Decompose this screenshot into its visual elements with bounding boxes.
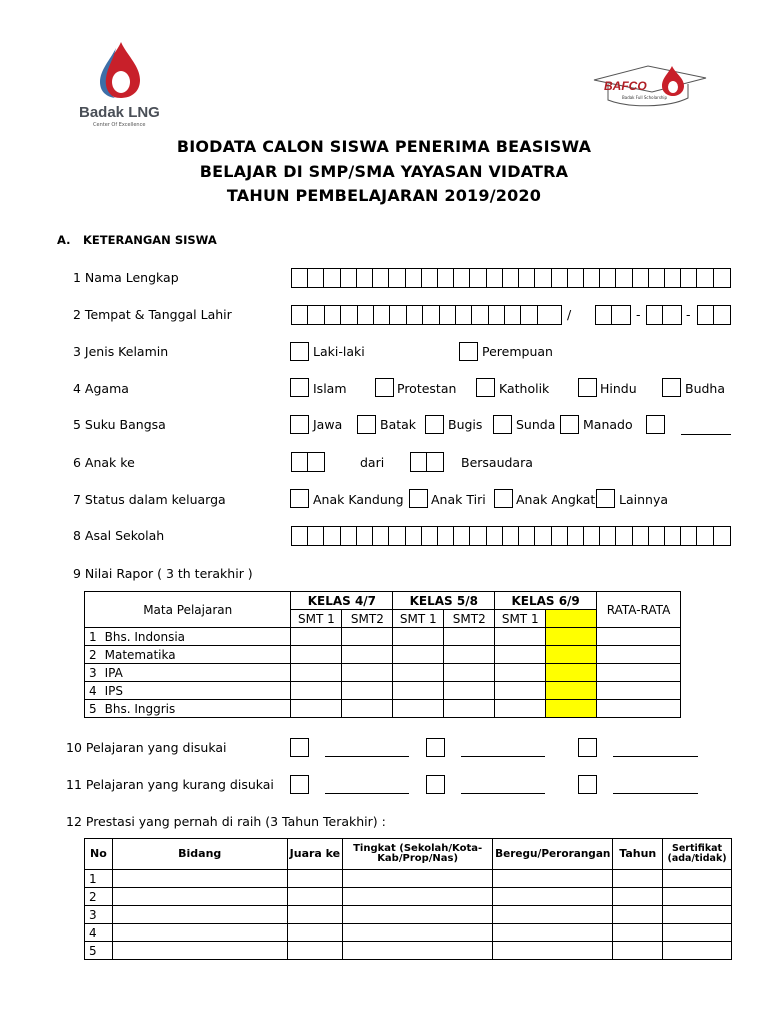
header-level: Tingkat (Sekolah/Kota-Kab/Prop/Nas) <box>343 839 493 870</box>
grade-cell[interactable] <box>342 700 393 718</box>
header-semester: SMT 1 <box>291 610 342 628</box>
achievement-cell[interactable] <box>663 870 732 888</box>
grade-cell[interactable] <box>495 628 546 646</box>
grade-cell[interactable] <box>495 664 546 682</box>
achievement-cell[interactable] <box>613 870 663 888</box>
checkbox-bugis[interactable] <box>425 415 444 434</box>
table-row <box>85 924 732 942</box>
checkbox-ethnic-other[interactable] <box>646 415 665 434</box>
grade-cell[interactable] <box>444 700 495 718</box>
flame-drop-icon <box>96 40 146 100</box>
label-protestan: Protestan <box>397 381 457 396</box>
field-label-gender: 3 Jenis Kelamin <box>73 344 169 359</box>
checkbox-budha[interactable] <box>662 378 681 397</box>
grade-cell[interactable] <box>495 682 546 700</box>
row-number: 2 <box>85 888 113 906</box>
grade-cell[interactable] <box>342 664 393 682</box>
grade-cell[interactable] <box>546 646 597 664</box>
checkbox-islam[interactable] <box>290 378 309 397</box>
label-dari: dari <box>360 455 385 470</box>
table-row <box>85 646 681 664</box>
average-cell[interactable] <box>597 700 681 718</box>
header-class-1: KELAS 4/7 <box>291 592 393 610</box>
logo-tagline: Center Of Excellence <box>93 122 146 128</box>
birth-day-grid[interactable] <box>595 305 631 325</box>
grade-cell[interactable] <box>444 682 495 700</box>
achievement-cell[interactable] <box>613 888 663 906</box>
field-label-ethnic: 5 Suku Bangsa <box>73 417 166 432</box>
achievement-cell[interactable] <box>343 870 493 888</box>
grade-cell[interactable] <box>342 682 393 700</box>
achievement-cell[interactable] <box>112 888 287 906</box>
achievement-cell[interactable] <box>493 924 613 942</box>
header-subject: Mata Pelajaran <box>85 592 291 628</box>
checkbox-favorite-1[interactable] <box>290 738 309 757</box>
field-label-family-status: 7 Status dalam keluarga <box>73 492 226 507</box>
label-bugis: Bugis <box>448 417 483 432</box>
header-no: No <box>85 839 113 870</box>
header-semester-highlight <box>546 610 597 628</box>
title-line-2: BELAJAR DI SMP/SMA YAYASAN VIDATRA <box>199 162 569 181</box>
table-row <box>85 664 681 682</box>
grade-cell[interactable] <box>342 628 393 646</box>
grade-cell[interactable] <box>291 700 342 718</box>
achievement-cell[interactable] <box>613 924 663 942</box>
checkbox-jawa[interactable] <box>290 415 309 434</box>
achievement-cell[interactable] <box>287 924 343 942</box>
grade-cell[interactable] <box>444 664 495 682</box>
grade-cell[interactable] <box>495 646 546 664</box>
field-label-favorite-subjects: 10 Pelajaran yang disukai <box>66 740 227 755</box>
average-cell[interactable] <box>597 628 681 646</box>
achievement-cell[interactable] <box>663 888 732 906</box>
bafco-text: BAFCO <box>604 79 647 93</box>
label-islam: Islam <box>313 381 347 396</box>
table-row <box>85 682 681 700</box>
grade-cell[interactable] <box>495 700 546 718</box>
header-team: Beregu/Perorangan <box>493 839 613 870</box>
checkbox-disliked-2[interactable] <box>426 775 445 794</box>
achievement-cell[interactable] <box>112 942 287 960</box>
grade-cell[interactable] <box>291 664 342 682</box>
checkbox-disliked-1[interactable] <box>290 775 309 794</box>
grades-table <box>84 591 681 718</box>
table-row <box>85 870 732 888</box>
checkbox-anak-tiri[interactable] <box>409 489 428 508</box>
row-number: 1 <box>85 870 113 888</box>
header-class-3: KELAS 6/9 <box>495 592 597 610</box>
school-input-grid[interactable] <box>291 526 731 546</box>
table-row <box>85 906 732 924</box>
label-male: Laki-laki <box>313 344 365 359</box>
achievement-cell[interactable] <box>343 924 493 942</box>
header-year: Tahun <box>613 839 663 870</box>
date-dash-2: - <box>686 307 691 322</box>
checkbox-hindu[interactable] <box>578 378 597 397</box>
achievement-cell[interactable] <box>663 906 732 924</box>
header-semester: SMT 1 <box>393 610 444 628</box>
table-row <box>85 628 681 646</box>
section-a-label: KETERANGAN SISWA <box>83 233 217 247</box>
name-input-grid[interactable] <box>291 268 731 288</box>
field-label-name: 1 Nama Lengkap <box>73 270 179 285</box>
header-semester: SMT 1 <box>495 610 546 628</box>
siblings-count-grid[interactable] <box>410 452 444 472</box>
grade-cell[interactable] <box>291 628 342 646</box>
checkbox-disliked-3[interactable] <box>578 775 597 794</box>
label-budha: Budha <box>685 381 726 396</box>
achievement-cell[interactable] <box>112 924 287 942</box>
label-anak-tiri: Anak Tiri <box>431 492 486 507</box>
label-lainnya: Lainnya <box>619 492 668 507</box>
label-batak: Batak <box>380 417 417 432</box>
achievement-cell[interactable] <box>287 906 343 924</box>
grade-cell[interactable] <box>393 700 444 718</box>
grade-cell[interactable] <box>291 646 342 664</box>
achievement-cell[interactable] <box>287 870 343 888</box>
field-label-birth: 2 Tempat & Tanggal Lahir <box>73 307 232 322</box>
field-label-disliked-subjects: 11 Pelajaran yang kurang disukai <box>66 777 274 792</box>
checkbox-anak-kandung[interactable] <box>290 489 309 508</box>
checkbox-lainnya[interactable] <box>596 489 615 508</box>
achievement-cell[interactable] <box>493 870 613 888</box>
field-label-religion: 4 Agama <box>73 381 129 396</box>
ethnic-other-line[interactable] <box>681 434 731 435</box>
achievement-cell[interactable] <box>663 924 732 942</box>
checkbox-sunda[interactable] <box>493 415 512 434</box>
favorite-line-1[interactable] <box>325 756 409 757</box>
grade-cell[interactable] <box>546 628 597 646</box>
grade-cell[interactable] <box>546 664 597 682</box>
label-katholik: Katholik <box>499 381 550 396</box>
row-number: 4 <box>85 682 101 700</box>
checkbox-protestan[interactable] <box>375 378 394 397</box>
label-anak-kandung: Anak Kandung <box>313 492 404 507</box>
child-order-grid[interactable] <box>291 452 325 472</box>
label-bersaudara: Bersaudara <box>461 455 533 470</box>
row-subject: Bhs. Inggris <box>101 700 291 718</box>
checkbox-katholik[interactable] <box>476 378 495 397</box>
row-number: 2 <box>85 646 101 664</box>
title-line-3: TAHUN PEMBELAJARAN 2019/2020 <box>226 186 542 205</box>
row-subject: Bhs. Indonsia <box>101 628 291 646</box>
achievement-cell[interactable] <box>287 888 343 906</box>
bafco-logo <box>588 60 708 110</box>
table-row <box>85 700 681 718</box>
checkbox-favorite-3[interactable] <box>578 738 597 757</box>
grade-cell[interactable] <box>342 646 393 664</box>
grade-cell[interactable] <box>393 628 444 646</box>
average-cell[interactable] <box>597 664 681 682</box>
date-slash: / <box>567 307 572 322</box>
row-number: 5 <box>85 942 113 960</box>
checkbox-male[interactable] <box>290 342 309 361</box>
average-cell[interactable] <box>597 646 681 664</box>
table-row <box>85 942 732 960</box>
header-field: Bidang <box>112 839 287 870</box>
achievement-cell[interactable] <box>343 906 493 924</box>
row-subject: IPS <box>101 682 291 700</box>
row-subject: IPA <box>101 664 291 682</box>
achievements-table <box>84 838 732 960</box>
row-subject: Matematika <box>101 646 291 664</box>
checkbox-female[interactable] <box>459 342 478 361</box>
row-number: 4 <box>85 924 113 942</box>
grade-cell[interactable] <box>291 682 342 700</box>
table-row <box>85 888 732 906</box>
achievement-cell[interactable] <box>493 942 613 960</box>
label-manado: Manado <box>583 417 633 432</box>
grade-cell[interactable] <box>546 682 597 700</box>
achievement-cell[interactable] <box>112 906 287 924</box>
header-average: RATA-RATA <box>597 592 681 628</box>
checkbox-batak[interactable] <box>357 415 376 434</box>
row-number: 1 <box>85 628 101 646</box>
grade-cell[interactable] <box>393 682 444 700</box>
disliked-line-2[interactable] <box>461 793 545 794</box>
badak-lng-logo <box>76 40 166 130</box>
checkbox-manado[interactable] <box>560 415 579 434</box>
favorite-line-2[interactable] <box>461 756 545 757</box>
label-jawa: Jawa <box>313 417 343 432</box>
achievement-cell[interactable] <box>343 942 493 960</box>
label-hindu: Hindu <box>600 381 637 396</box>
row-number: 3 <box>85 664 101 682</box>
achievement-cell[interactable] <box>343 888 493 906</box>
row-number: 3 <box>85 906 113 924</box>
grade-cell[interactable] <box>444 646 495 664</box>
achievement-cell[interactable] <box>663 942 732 960</box>
field-label-achievements: 12 Prestasi yang pernah di raih (3 Tahun Terakhir) : <box>66 814 386 829</box>
field-label-grades: 9 Nilai Rapor ( 3 th terakhir ) <box>73 566 253 581</box>
bafco-tagline: Badak Full Scholarship <box>622 95 668 100</box>
achievement-cell[interactable] <box>613 906 663 924</box>
checkbox-anak-angkat[interactable] <box>494 489 513 508</box>
header-class-2: KELAS 5/8 <box>393 592 495 610</box>
label-sunda: Sunda <box>516 417 556 432</box>
achievement-cell[interactable] <box>112 870 287 888</box>
grade-cell[interactable] <box>393 664 444 682</box>
achievement-cell[interactable] <box>493 906 613 924</box>
achievement-cell[interactable] <box>287 942 343 960</box>
logo-brand-text: Badak LNG <box>79 104 160 121</box>
birthplace-input-grid[interactable] <box>291 305 562 325</box>
grade-cell[interactable] <box>393 646 444 664</box>
header-semester: SMT2 <box>444 610 495 628</box>
date-dash-1: - <box>636 307 641 322</box>
header-certificate: Sertifikat (ada/tidak) <box>663 839 732 870</box>
disliked-line-3[interactable] <box>613 793 698 794</box>
section-a-heading <box>57 233 217 247</box>
grade-cell[interactable] <box>546 700 597 718</box>
checkbox-favorite-2[interactable] <box>426 738 445 757</box>
favorite-line-3[interactable] <box>613 756 698 757</box>
achievement-cell[interactable] <box>613 942 663 960</box>
average-cell[interactable] <box>597 682 681 700</box>
disliked-line-1[interactable] <box>325 793 409 794</box>
row-number: 5 <box>85 700 101 718</box>
field-label-child: 6 Anak ke <box>73 455 135 470</box>
birth-year-grid[interactable] <box>697 305 731 325</box>
label-anak-angkat: Anak Angkat <box>516 492 596 507</box>
grade-cell[interactable] <box>444 628 495 646</box>
field-label-school: 8 Asal Sekolah <box>73 528 165 543</box>
birth-month-grid[interactable] <box>646 305 682 325</box>
label-female: Perempuan <box>482 344 553 359</box>
title-line-1: BIODATA CALON SISWA PENERIMA BEASISWA <box>176 137 592 156</box>
achievement-cell[interactable] <box>493 888 613 906</box>
header-semester: SMT2 <box>342 610 393 628</box>
section-a-letter: A. <box>57 233 71 247</box>
header-rank: Juara ke <box>287 839 343 870</box>
